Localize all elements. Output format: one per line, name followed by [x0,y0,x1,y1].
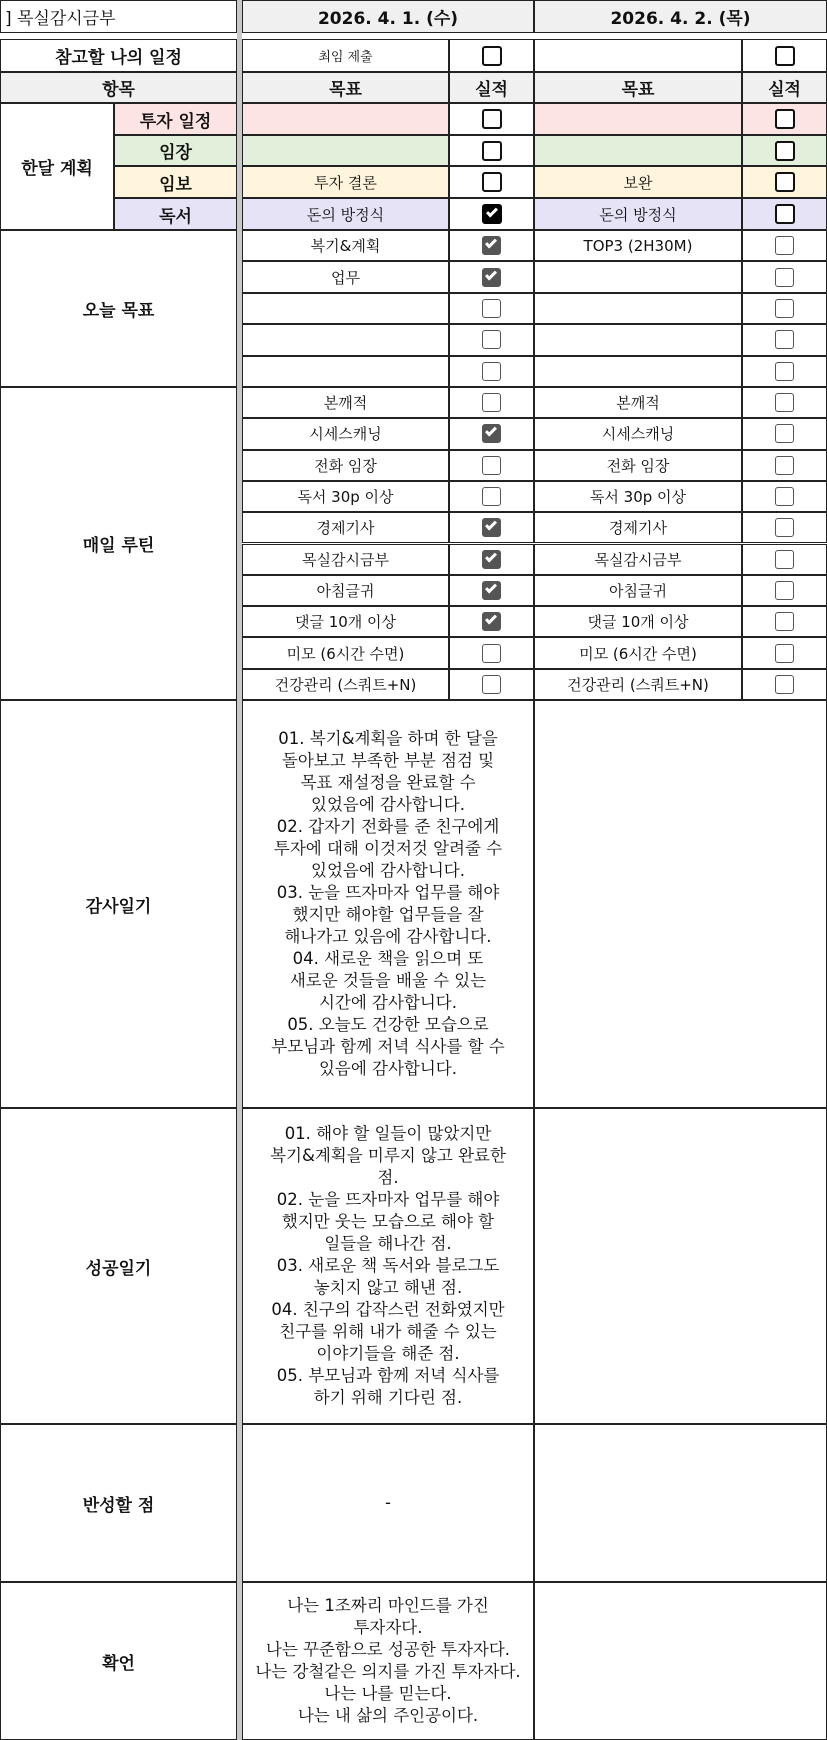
routine-day1-checkbox[interactable] [482,644,501,663]
routine-day2-goal[interactable] [534,387,742,418]
schedule-day1-result [449,39,534,72]
routine-day1-checkbox[interactable] [482,424,501,443]
routine-day1-goal-text: 전화 임장 [314,456,377,475]
routine-day1-checkbox[interactable] [482,612,501,631]
schedule-label [0,39,237,72]
monthly-plan-row-label-text: 임장 [159,143,192,163]
gratitude-label-text: 감사일기 [85,896,152,917]
monthly-plan-day1-result [449,103,534,135]
today-goal-day1-result [449,261,534,292]
date-day2: 2026. 4. 2. (목) [610,9,751,29]
routine-day1-goal-text: 목실감시금부 [302,550,389,569]
result-label-day2: 실적 [768,80,801,100]
monthly-plan-day2-checkbox[interactable] [775,172,795,192]
affirmation-label [0,1582,237,1740]
routine-day1-result [449,481,534,512]
monthly-plan-day2-checkbox[interactable] [775,204,795,224]
routine-day2-checkbox[interactable] [775,644,794,663]
monthly-plan-day2-goal-text: 돈의 방정식 [599,205,677,224]
routine-day1-result [449,669,534,700]
affirmation-day2[interactable] [534,1582,827,1740]
routine-day1-goal-text: 건강관리 (스쿼트+N) [274,675,417,694]
routine-day2-checkbox[interactable] [775,518,794,537]
routine-day1-goal-text: 아침글귀 [316,581,375,600]
gratitude-day1-text: 01. 복기&계획을 하며 한 달을 돌아보고 부족한 부분 점검 및 목표 재설정을 완료할 수 있었음에 감사합니다. 02. 갑자기 전화를 준 친구에게 투자에 대해 이것저것 알려줄 수 있었음에 감사합니다. 03. 눈을 뜨자마자 업무를 해야 했지만 해야할 업무들을 잘 해나가고 있음에 감사합니다. 04. 새로운 책을 읽으며 또 새로운 것들을 배울 수 있는 시간에 감사합니다. 05. 오늘도 건강한 모습으로 부모님과 함께 저녁 식사를 할 수 있음에 감사합니다. [271,729,505,1078]
routine-day2-result [742,418,827,449]
routine-day2-result [742,544,827,575]
today-goal-day1-checkbox[interactable] [482,268,501,287]
routine-day2-result [742,387,827,418]
monthly-plan-day2-checkbox[interactable] [775,141,795,161]
date-header-day2 [534,0,827,33]
success-label-text: 성공일기 [85,1258,152,1279]
routine-day2-checkbox[interactable] [775,393,794,412]
monthly-plan-row-label [114,166,237,198]
schedule-day2-checkbox[interactable] [775,46,795,66]
monthly-plan-row-label-text: 임보 [159,174,192,195]
schedule-day1-text: 최임 제출 [318,50,373,65]
routine-day1-goal-text: 독서 30p 이상 [297,488,394,507]
routine-day1-goal[interactable] [242,544,449,575]
routine-day1-result [449,418,534,449]
routine-day1-goal[interactable] [242,481,449,512]
daily-routine-label [0,387,237,700]
today-goal-day2-goal[interactable] [534,230,742,261]
routine-day1-result [449,387,534,418]
routine-day1-result [449,575,534,606]
routine-day1-checkbox[interactable] [482,456,501,475]
routine-day1-goal[interactable] [242,387,449,418]
monthly-plan-label [0,103,114,230]
routine-day2-goal-text: 건강관리 (스쿼트+N) [567,675,709,694]
routine-day1-goal-text: 시세스캐닝 [309,425,382,444]
routine-day1-checkbox[interactable] [482,518,501,537]
affirmation-day1[interactable] [242,1582,534,1740]
monthly-plan-day2-checkbox[interactable] [775,109,795,129]
today-goal-day2-goal-text: TOP3 (2H30M) [583,236,693,255]
today-goal-day2-result [742,356,827,387]
routine-day2-goal[interactable] [534,544,742,575]
monthly-plan-row-label [114,103,237,135]
today-goal-day2-result [742,324,827,355]
today-goal-day1-goal[interactable] [242,324,449,355]
routine-day1-result [449,512,534,543]
gratitude-day1[interactable] [242,700,534,1108]
item-column-header [0,72,237,103]
success-label [0,1108,237,1424]
today-goal-day2-checkbox[interactable] [775,330,794,349]
today-goal-day1-goal[interactable] [242,356,449,387]
routine-day1-checkbox[interactable] [482,581,501,600]
routine-day2-goal-text: 경제기사 [609,519,667,538]
monthly-plan-day1-checkbox[interactable] [482,172,502,192]
sheet-title-text: ] 목실감시금부 [5,9,116,29]
today-goals-label-text: 오늘 목표 [82,301,155,321]
goal-column-header-day2 [534,72,742,103]
routine-day2-goal[interactable] [534,575,742,606]
routine-day2-result [742,575,827,606]
today-goal-day1-result [449,293,534,324]
monthly-plan-day1-result [449,198,534,230]
monthly-plan-day2-goal-text: 보완 [623,173,653,192]
item-label: 항목 [102,80,135,100]
routine-day2-checkbox[interactable] [775,612,794,631]
date-header-day1 [242,0,534,33]
routine-day1-goal[interactable] [242,512,449,543]
reflection-day2[interactable] [534,1424,827,1582]
routine-day1-goal[interactable] [242,450,449,481]
routine-day2-goal-text: 전화 임장 [606,456,670,475]
goal-label-day2: 목표 [621,80,655,100]
result-column-header-day1 [449,72,534,103]
routine-day1-goal-text: 미모 (6시간 수면) [286,644,405,663]
goal-label-day1: 목표 [329,80,362,100]
routine-day2-goal[interactable] [534,637,742,668]
gratitude-day2[interactable] [534,700,827,1108]
today-goal-day1-checkbox[interactable] [482,330,501,349]
routine-day1-checkbox[interactable] [482,675,501,694]
reflection-label-text: 반성할 점 [82,1495,155,1516]
monthly-plan-day1-goal-text: 돈의 방정식 [306,205,385,224]
monthly-plan-day1-goal-text: 투자 결론 [314,173,377,192]
routine-day1-goal[interactable] [242,606,449,637]
goal-column-header-day1 [242,72,449,103]
monthly-plan-day2-result [742,198,827,230]
today-goal-day2-goal[interactable] [534,261,742,292]
routine-day2-result [742,512,827,543]
today-goal-day1-goal[interactable] [242,261,449,292]
today-goal-day1-checkbox[interactable] [482,236,501,255]
routine-day2-checkbox[interactable] [775,424,794,443]
success-day2[interactable] [534,1108,827,1424]
monthly-plan-day2-goal[interactable] [534,135,742,166]
routine-day2-goal-text: 본깨적 [616,394,660,413]
monthly-plan-day2-goal[interactable] [534,103,742,135]
today-goal-day2-goal[interactable] [534,324,742,355]
routine-day2-goal[interactable] [534,512,742,543]
today-goal-day2-checkbox[interactable] [775,268,794,287]
monthly-plan-row-label-text: 투자 일정 [139,111,212,132]
today-goal-day2-result [742,293,827,324]
routine-day1-checkbox[interactable] [482,487,501,506]
monthly-plan-day1-checkbox[interactable] [482,109,502,129]
routine-day1-checkbox[interactable] [482,393,501,412]
monthly-plan-day1-result [449,135,534,166]
routine-day2-goal[interactable] [534,481,742,512]
success-day1-text: 01. 해야 할 일들이 많았지만 복기&계획을 미루지 않고 완료한 점. 02. 눈을 뜨자마자 업무를 해야 했지만 웃는 모습으로 해야 할 일들을 해나간 점. 03. 새로운 책 독서와 블로그도 놓치지 않고 해낸 점. 04. 친구의 갑작스런 전화였지만 친구를 위해 내가 해줄 수 있는 이야기들을 해준 점. 05. 부모님과 함께 저녁 식사를 하기 위해 기다린 점. [270,1124,506,1407]
routine-day1-result [449,637,534,668]
schedule-day2-goal[interactable] [534,39,742,72]
reflection-day1-text: - [385,1493,391,1512]
today-goal-day2-checkbox[interactable] [775,236,794,255]
monthly-plan-day1-goal[interactable] [242,198,449,230]
routine-day2-goal-text: 미모 (6시간 수면) [579,644,697,663]
reflection-label [0,1424,237,1582]
routine-day1-result [449,544,534,575]
today-goal-day1-checkbox[interactable] [482,362,501,381]
routine-day2-goal-text: 댓글 10개 이상 [587,613,689,632]
success-day1[interactable] [242,1108,534,1424]
schedule-day1-goal[interactable] [242,39,449,72]
routine-day2-checkbox[interactable] [775,456,794,475]
routine-day2-goal-text: 아침글귀 [609,581,667,600]
routine-day2-goal[interactable] [534,669,742,700]
routine-day1-result [449,450,534,481]
routine-day2-result [742,637,827,668]
today-goal-day2-goal[interactable] [534,356,742,387]
today-goal-day2-result [742,230,827,261]
gratitude-label [0,700,237,1108]
monthly-plan-row-label-text: 독서 [159,206,192,227]
monthly-plan-day2-result [742,135,827,166]
routine-day1-goal-text: 경제기사 [316,519,375,538]
today-goal-day2-goal[interactable] [534,293,742,324]
monthly-plan-day2-goal[interactable] [534,166,742,198]
routine-day2-checkbox[interactable] [775,581,794,600]
monthly-plan-label-text: 한달 계획 [21,159,93,179]
monthly-plan-row-label [114,135,237,166]
routine-day1-goal-text: 본깨적 [323,394,368,413]
monthly-plan-day2-result [742,103,827,135]
routine-day1-goal[interactable] [242,669,449,700]
monthly-plan-day1-goal[interactable] [242,166,449,198]
routine-day2-checkbox[interactable] [775,675,794,694]
today-goals-label [0,230,237,387]
today-goal-day1-result [449,324,534,355]
schedule-label-text: 참고할 나의 일정 [55,48,182,68]
monthly-plan-day2-goal[interactable] [534,198,742,230]
affirmation-day1-text: 나는 1조짜리 마인드를 가진 투자자다. 나는 꾸준함으로 성공한 투자자다. 나는 강철같은 의지를 가진 투자자다. 나는 나를 믿는다. 나는 내 삶의 주인공이다. [255,1596,521,1725]
schedule-day1-checkbox[interactable] [482,46,502,66]
today-goal-day1-goal-text: 복기&계획 [310,237,381,256]
routine-day1-goal[interactable] [242,637,449,668]
routine-day2-checkbox[interactable] [775,487,794,506]
sheet-title [0,0,237,33]
today-goal-day2-checkbox[interactable] [775,362,794,381]
monthly-plan-day1-checkbox[interactable] [482,141,502,161]
monthly-plan-row-label [114,198,237,230]
routine-day2-goal[interactable] [534,606,742,637]
routine-day2-goal[interactable] [534,450,742,481]
reflection-day1[interactable] [242,1424,534,1582]
today-goal-day1-goal-text: 업무 [331,268,360,287]
routine-day2-checkbox[interactable] [775,550,794,569]
routine-day2-goal[interactable] [534,418,742,449]
routine-day1-result [449,606,534,637]
routine-day2-goal-text: 독서 30p 이상 [589,488,687,507]
routine-day2-result [742,606,827,637]
today-goal-day1-checkbox[interactable] [482,299,501,318]
routine-day1-goal-text: 댓글 10개 이상 [294,613,397,632]
today-goal-day1-goal[interactable] [242,230,449,261]
today-goal-day2-result [742,261,827,292]
monthly-plan-day1-goal[interactable] [242,135,449,166]
routine-day1-goal[interactable] [242,575,449,606]
result-label-day1: 실적 [475,80,508,100]
today-goal-day1-result [449,230,534,261]
date-day1: 2026. 4. 1. (수) [317,9,459,29]
routine-day2-result [742,669,827,700]
routine-day1-checkbox[interactable] [482,550,501,569]
monthly-plan-day2-result [742,166,827,198]
today-goal-day2-checkbox[interactable] [775,299,794,318]
monthly-plan-day1-goal[interactable] [242,103,449,135]
routine-day2-goal-text: 목실감시금부 [594,550,682,569]
monthly-plan-day1-checkbox[interactable] [482,204,502,224]
routine-day2-result [742,450,827,481]
monthly-plan-day1-result [449,166,534,198]
daily-routine-label-text: 매일 루틴 [82,536,155,556]
today-goal-day1-result [449,356,534,387]
routine-day2-result [742,481,827,512]
affirmation-label-text: 확언 [102,1653,135,1674]
routine-day1-goal[interactable] [242,418,449,449]
today-goal-day1-goal[interactable] [242,293,449,324]
routine-day2-goal-text: 시세스캐닝 [601,425,675,444]
result-column-header-day2 [742,72,827,103]
schedule-day2-result [742,39,827,72]
